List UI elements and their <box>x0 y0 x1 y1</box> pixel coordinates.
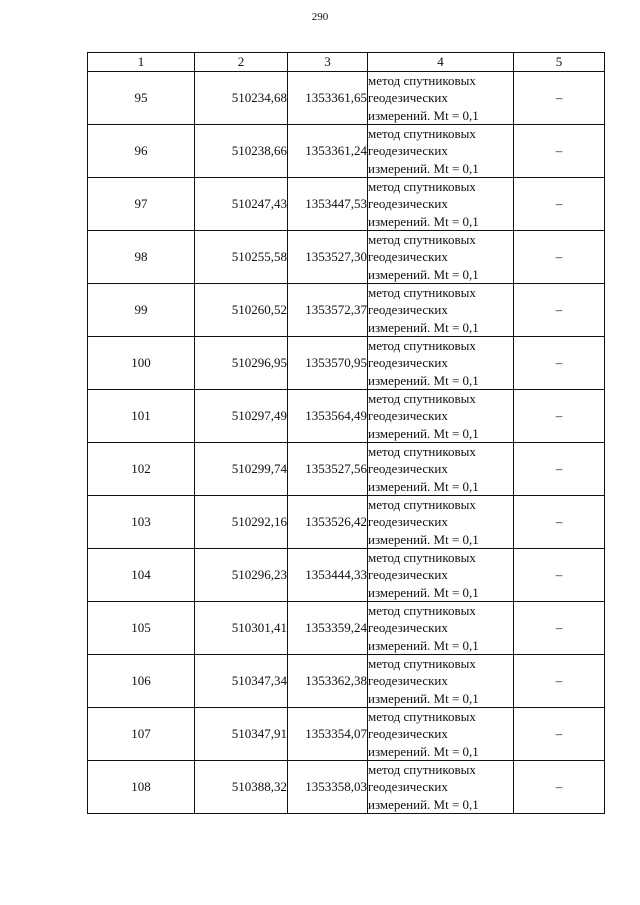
y-coordinate-cell: 1353564,49 <box>288 390 368 443</box>
method-text: метод спутниковых геодезических измерений. Mt = 0,1 <box>368 550 479 600</box>
note-cell: – <box>514 761 605 814</box>
x-coordinate-cell: 510347,91 <box>195 708 288 761</box>
y-coordinate-cell: 1353362,38 <box>288 655 368 708</box>
method-text: метод спутниковых геодезических измерений. Mt = 0,1 <box>368 762 479 812</box>
method-cell <box>368 602 514 655</box>
method-text: метод спутниковых геодезических измерений. Mt = 0,1 <box>368 603 479 653</box>
note-cell: – <box>514 549 605 602</box>
method-text: метод спутниковых геодезических измерений. Mt = 0,1 <box>368 709 479 759</box>
point-number-cell: 107 <box>88 708 195 761</box>
method-cell <box>368 761 514 814</box>
table-row <box>88 337 605 390</box>
method-cell <box>368 390 514 443</box>
table-body <box>88 72 605 814</box>
method-text: метод спутниковых геодезических измерений. Mt = 0,1 <box>368 179 479 229</box>
point-number-cell: 95 <box>88 72 195 125</box>
x-coordinate-cell: 510301,41 <box>195 602 288 655</box>
x-coordinate-cell: 510296,95 <box>195 337 288 390</box>
method-text: метод спутниковых геодезических измерений. Mt = 0,1 <box>368 285 479 335</box>
y-coordinate-cell: 1353527,56 <box>288 443 368 496</box>
method-cell <box>368 708 514 761</box>
x-coordinate-cell: 510297,49 <box>195 390 288 443</box>
point-number-cell: 104 <box>88 549 195 602</box>
x-coordinate-cell: 510238,66 <box>195 125 288 178</box>
point-number-cell: 99 <box>88 284 195 337</box>
y-coordinate-cell: 1353527,30 <box>288 231 368 284</box>
note-cell: – <box>514 178 605 231</box>
table-row <box>88 72 605 125</box>
y-coordinate-cell: 1353444,33 <box>288 549 368 602</box>
y-coordinate-cell: 1353361,24 <box>288 125 368 178</box>
method-text: метод спутниковых геодезических измерений. Mt = 0,1 <box>368 656 479 706</box>
point-number-cell: 101 <box>88 390 195 443</box>
header-col-5: 5 <box>514 53 605 72</box>
table-row <box>88 708 605 761</box>
note-cell: – <box>514 284 605 337</box>
point-number-cell: 102 <box>88 443 195 496</box>
point-number-cell: 108 <box>88 761 195 814</box>
note-cell: – <box>514 337 605 390</box>
header-col-1: 1 <box>88 53 195 72</box>
method-text: метод спутниковых геодезических измерений. Mt = 0,1 <box>368 338 479 388</box>
method-text: метод спутниковых геодезических измерений. Mt = 0,1 <box>368 391 479 441</box>
x-coordinate-cell: 510292,16 <box>195 496 288 549</box>
x-coordinate-cell: 510299,74 <box>195 443 288 496</box>
note-cell: – <box>514 655 605 708</box>
method-cell <box>368 443 514 496</box>
table-row <box>88 496 605 549</box>
method-cell <box>368 337 514 390</box>
x-coordinate-cell: 510296,23 <box>195 549 288 602</box>
x-coordinate-cell: 510255,58 <box>195 231 288 284</box>
x-coordinate-cell: 510260,52 <box>195 284 288 337</box>
point-number-cell: 97 <box>88 178 195 231</box>
point-number-cell: 106 <box>88 655 195 708</box>
x-coordinate-cell: 510388,32 <box>195 761 288 814</box>
method-cell <box>368 125 514 178</box>
method-cell <box>368 549 514 602</box>
method-text: метод спутниковых геодезических измерений. Mt = 0,1 <box>368 232 479 282</box>
note-cell: – <box>514 72 605 125</box>
table-row <box>88 231 605 284</box>
table-header <box>88 53 605 72</box>
y-coordinate-cell: 1353526,42 <box>288 496 368 549</box>
method-text: метод спутниковых геодезических измерений. Mt = 0,1 <box>368 497 479 547</box>
note-cell: – <box>514 496 605 549</box>
note-cell: – <box>514 443 605 496</box>
table-row <box>88 655 605 708</box>
table-row <box>88 178 605 231</box>
y-coordinate-cell: 1353354,07 <box>288 708 368 761</box>
y-coordinate-cell: 1353447,53 <box>288 178 368 231</box>
method-text: метод спутниковых геодезических измерений. Mt = 0,1 <box>368 444 479 494</box>
point-number-cell: 105 <box>88 602 195 655</box>
table-row <box>88 284 605 337</box>
method-cell <box>368 284 514 337</box>
table-row <box>88 549 605 602</box>
method-cell <box>368 178 514 231</box>
header-col-2: 2 <box>195 53 288 72</box>
x-coordinate-cell: 510347,34 <box>195 655 288 708</box>
y-coordinate-cell: 1353361,65 <box>288 72 368 125</box>
note-cell: – <box>514 708 605 761</box>
header-col-3: 3 <box>288 53 368 72</box>
note-cell: – <box>514 390 605 443</box>
method-text: метод спутниковых геодезических измерений. Mt = 0,1 <box>368 73 479 123</box>
table-row <box>88 443 605 496</box>
note-cell: – <box>514 231 605 284</box>
header-col-4: 4 <box>368 53 514 72</box>
method-cell <box>368 496 514 549</box>
x-coordinate-cell: 510234,68 <box>195 72 288 125</box>
point-number-cell: 103 <box>88 496 195 549</box>
method-text: метод спутниковых геодезических измерений. Mt = 0,1 <box>368 126 479 176</box>
table-row <box>88 602 605 655</box>
point-number-cell: 100 <box>88 337 195 390</box>
method-cell <box>368 231 514 284</box>
method-cell <box>368 72 514 125</box>
point-number-cell: 98 <box>88 231 195 284</box>
note-cell: – <box>514 125 605 178</box>
y-coordinate-cell: 1353570,95 <box>288 337 368 390</box>
y-coordinate-cell: 1353359,24 <box>288 602 368 655</box>
y-coordinate-cell: 1353358,03 <box>288 761 368 814</box>
table-row <box>88 761 605 814</box>
x-coordinate-cell: 510247,43 <box>195 178 288 231</box>
coordinates-table <box>87 52 605 814</box>
method-cell <box>368 655 514 708</box>
note-cell: – <box>514 602 605 655</box>
y-coordinate-cell: 1353572,37 <box>288 284 368 337</box>
point-number-cell: 96 <box>88 125 195 178</box>
table-row <box>88 125 605 178</box>
header-row <box>88 53 605 72</box>
page-number: 290 <box>311 11 329 23</box>
table-row <box>88 390 605 443</box>
